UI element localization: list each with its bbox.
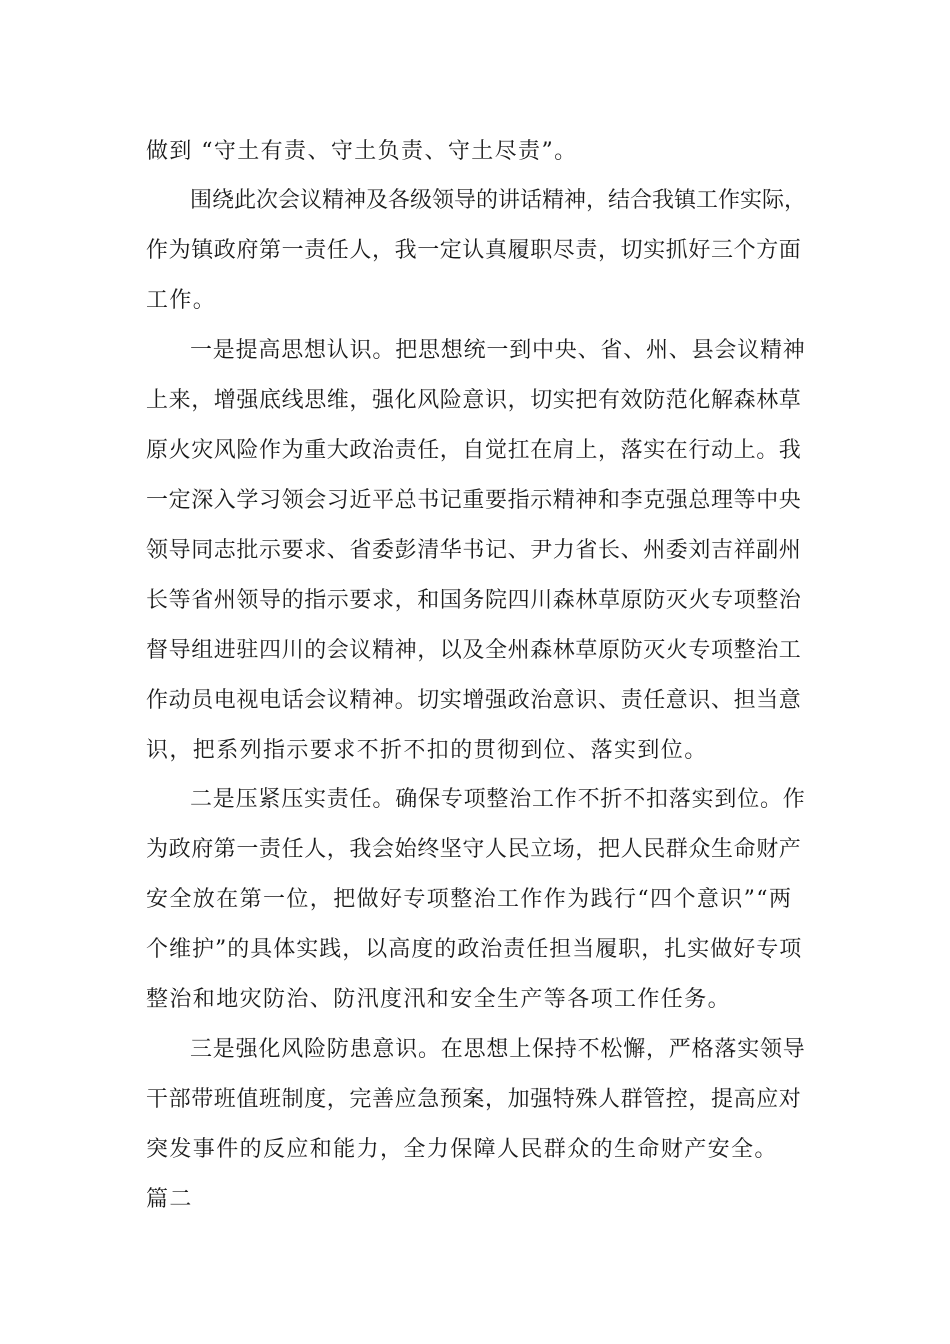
section-heading: 篇二 xyxy=(146,1187,193,1212)
text-line: 上来，增强底线思维，强化风险意识，切实把有效防范化解森林草 xyxy=(146,388,802,413)
text-line: 作为镇政府第一责任人，我一定认真履职尽责，切实抓好三个方面 xyxy=(146,238,802,263)
text-line: 原火灾风险作为重大政治责任，自觉扛在肩上，落实在行动上。我 xyxy=(146,438,802,463)
text-line: 整治和地灾防治、防汛度汛和安全生产等各项工作任务。 xyxy=(146,987,732,1012)
text-line: 长等省州领导的指示要求，和国务院四川森林草原防灭火专项整治 xyxy=(146,588,802,613)
text-line: 围绕此次会议精神及各级领导的讲话精神，结合我镇工作实际， xyxy=(190,188,807,213)
text-line: 为政府第一责任人，我会始终坚守人民立场，把人民群众生命财产 xyxy=(146,837,802,862)
text-line: 个维护”的具体实践，以高度的政治责任担当履职，扎实做好专项 xyxy=(146,937,803,962)
text-line: 二是压紧压实责任。确保专项整治工作不折不扣落实到位。作 xyxy=(190,787,806,812)
text-line: 领导同志批示要求、省委彭清华书记、尹力省长、州委刘吉祥副州 xyxy=(146,538,802,563)
text-line: 干部带班值班制度，完善应急预案，加强特殊人群管控，提高应对 xyxy=(146,1087,802,1112)
text-line: 做到 “守土有责、守土负责、守土尽责”。 xyxy=(146,139,578,164)
text-line: 安全放在第一位，把做好专项整治工作作为践行“四个意识”“两 xyxy=(146,887,793,912)
text-line: 督导组进驻四川的会议精神，以及全州森林草原防灭火专项整治工 xyxy=(146,638,802,663)
text-line: 识，把系列指示要求不折不扣的贯彻到位、落实到位。 xyxy=(146,738,708,763)
text-line: 工作。 xyxy=(146,288,217,313)
text-line: 突发事件的反应和能力，全力保障人民群众的生命财产安全。 xyxy=(146,1137,778,1162)
text-line: 三是强化风险防患意识。在思想上保持不松懈，严格落实领导 xyxy=(190,1037,806,1062)
text-line: 一是提高思想认识。把思想统一到中央、省、州、县会议精神 xyxy=(190,338,806,363)
text-line: 一定深入学习领会习近平总书记重要指示精神和李克强总理等中央 xyxy=(146,488,802,513)
text-line: 作动员电视电话会议精神。切实增强政治意识、责任意识、担当意 xyxy=(146,688,802,713)
